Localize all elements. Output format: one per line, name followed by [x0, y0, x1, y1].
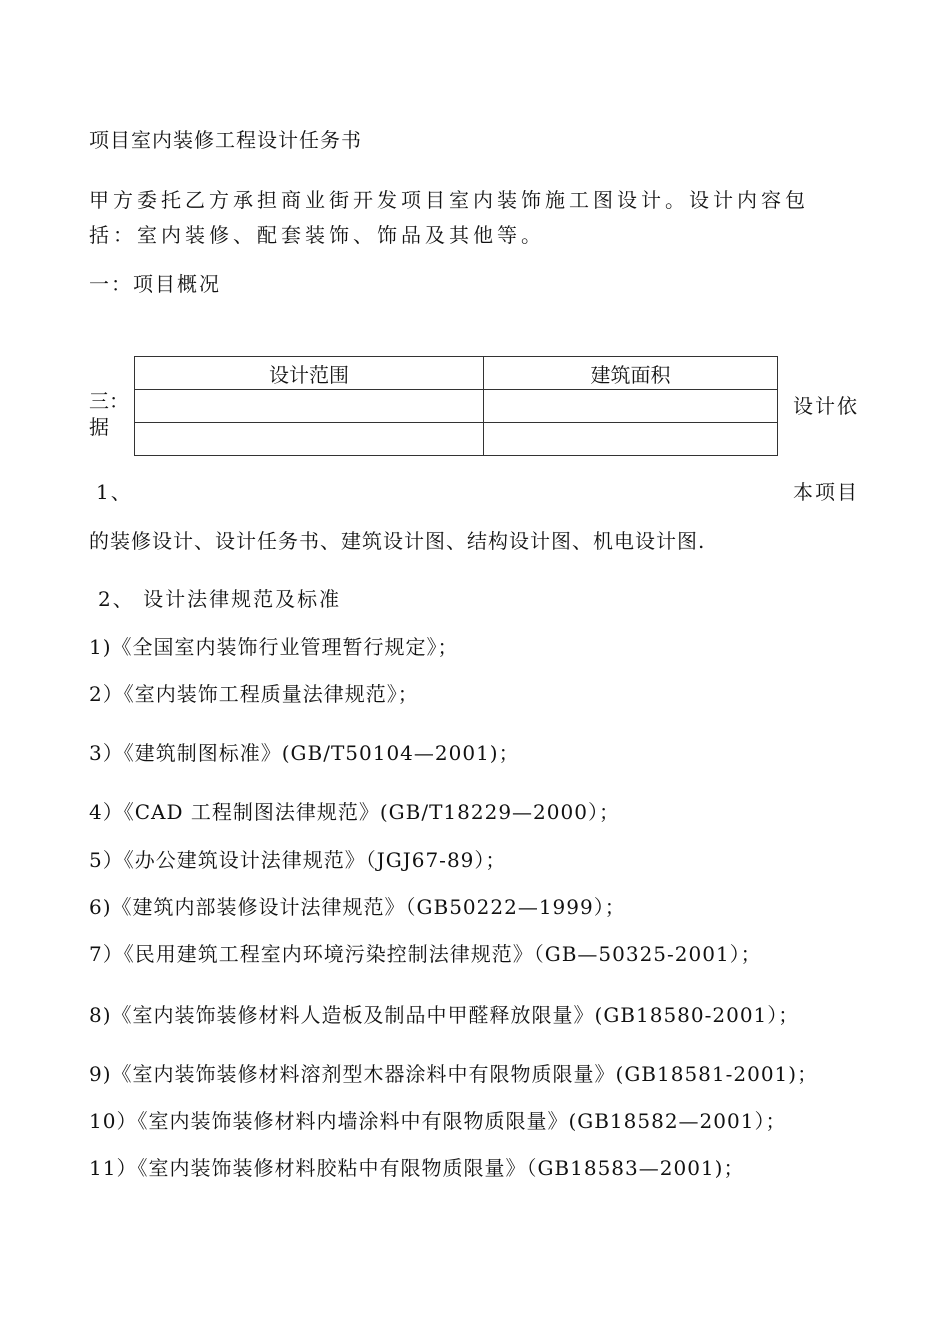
item-1-number: 1、	[96, 480, 133, 504]
table-cell	[484, 423, 778, 456]
reference-item: 10）《室内装饰装修材料内墙涂料中有限物质限量》(GB18582—2001）；	[89, 1109, 787, 1133]
table-cell	[135, 390, 484, 423]
reference-item: 4）《CAD 工程制图法律规范》(GB/T18229—2000）；	[89, 800, 620, 824]
reference-item: 9)《室内装饰装修材料溶剂型木器涂料中有限物质限量》(GB18581-2001)；	[89, 1062, 819, 1086]
reference-item: 6)《建筑内部装修设计法律规范》（GB50222—1999）；	[89, 895, 626, 919]
reference-item: 8)《室内装饰装修材料人造板及制品中甲醛释放限量》(GB18580-2001）；	[89, 1003, 800, 1027]
intro-line-2: 括：室内装修、配套装饰、饰品及其他等。	[89, 223, 545, 247]
reference-item: 3）《建筑制图标准》(GB/T50104—2001)；	[89, 741, 520, 765]
document-title: 项目室内装修工程设计任务书	[89, 128, 362, 152]
item-1-continuation: 的装修设计、设计任务书、建筑设计图、结构设计图、机电设计图.	[89, 529, 706, 553]
table-row	[135, 423, 778, 456]
reference-item: 7）《民用建筑工程室内环境污染控制法律规范》（GB—50325-2001）；	[89, 942, 762, 966]
item-1-right-text: 本项目	[793, 480, 859, 504]
table-header-row	[135, 357, 778, 390]
table-cell	[135, 423, 484, 456]
reference-item: 1)《全国室内装饰行业管理暂行规定》；	[89, 635, 459, 659]
reference-item: 11）《室内装饰装修材料胶粘中有限物质限量》（GB18583—2001)；	[89, 1156, 745, 1180]
section-1-heading: 一：项目概况	[89, 272, 221, 296]
intro-line-1: 甲方委托乙方承担商业街开发项目室内装饰施工图设计。设计内容包	[89, 188, 809, 212]
reference-item: 5）《办公建筑设计法律规范》（JGJ67-89）；	[89, 848, 507, 872]
section-3-right-text: 设计依	[793, 394, 859, 418]
section-3-label	[89, 388, 129, 440]
intro-paragraph	[89, 184, 864, 248]
section-3-label-line-2: 据	[89, 415, 109, 439]
section-3-label-line-1: 三：	[89, 389, 129, 413]
table-row	[135, 390, 778, 423]
item-2-heading: 2、 设计法律规范及标准	[98, 587, 342, 611]
reference-item: 2）《室内装饰工程质量法律规范》；	[89, 682, 419, 706]
table-header-design-scope: 设计范围	[135, 357, 484, 390]
project-overview-table	[134, 356, 778, 456]
table-header-building-area: 建筑面积	[484, 357, 778, 390]
table-cell	[484, 390, 778, 423]
